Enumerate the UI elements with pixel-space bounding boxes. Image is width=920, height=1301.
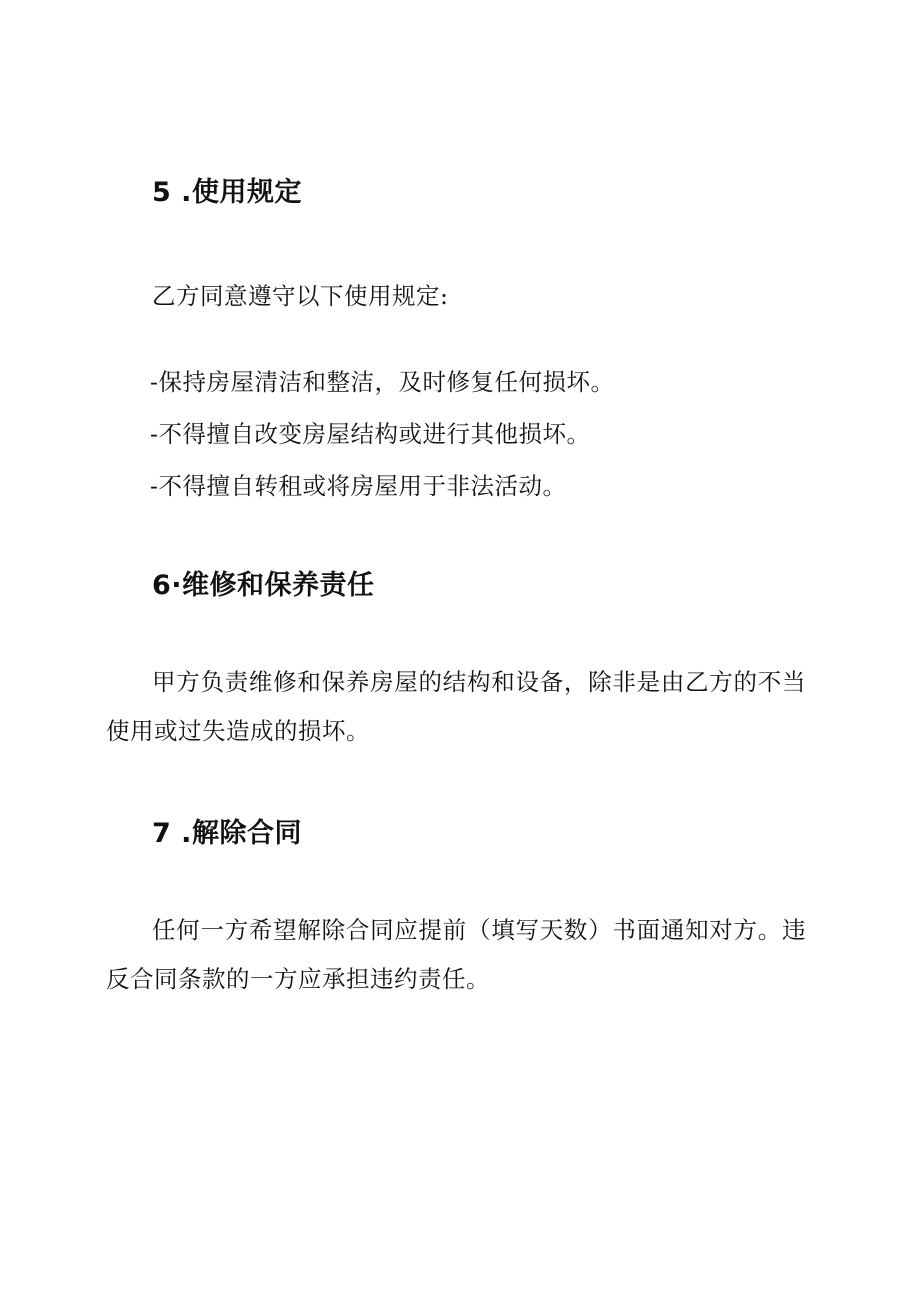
section-6-heading: 6·维修和保养责任 xyxy=(152,570,375,601)
rule-item-2: -不得擅自改变房屋结构或进行其他损坏。 xyxy=(150,420,591,448)
section-7-paragraph: 任何一方希望解除合同应提前（填写天数）书面通知对方。违反合同条款的一方应承担违约责任。 xyxy=(106,916,806,993)
rule-item-3: -不得擅自转租或将房屋用于非法活动。 xyxy=(150,472,567,500)
rule-item-1: -保持房屋清洁和整洁，及时修复任何损坏。 xyxy=(150,368,615,396)
section-5-intro: 乙方同意遵守以下使用规定: xyxy=(152,282,449,310)
section-6-paragraph: 甲方负责维修和保养房屋的结构和设备，除非是由乙方的不当使用或过失造成的损坏。 xyxy=(106,668,806,745)
section-5-heading: 5 .使用规定 xyxy=(152,177,302,208)
section-7-heading: 7 .解除合同 xyxy=(152,818,302,849)
